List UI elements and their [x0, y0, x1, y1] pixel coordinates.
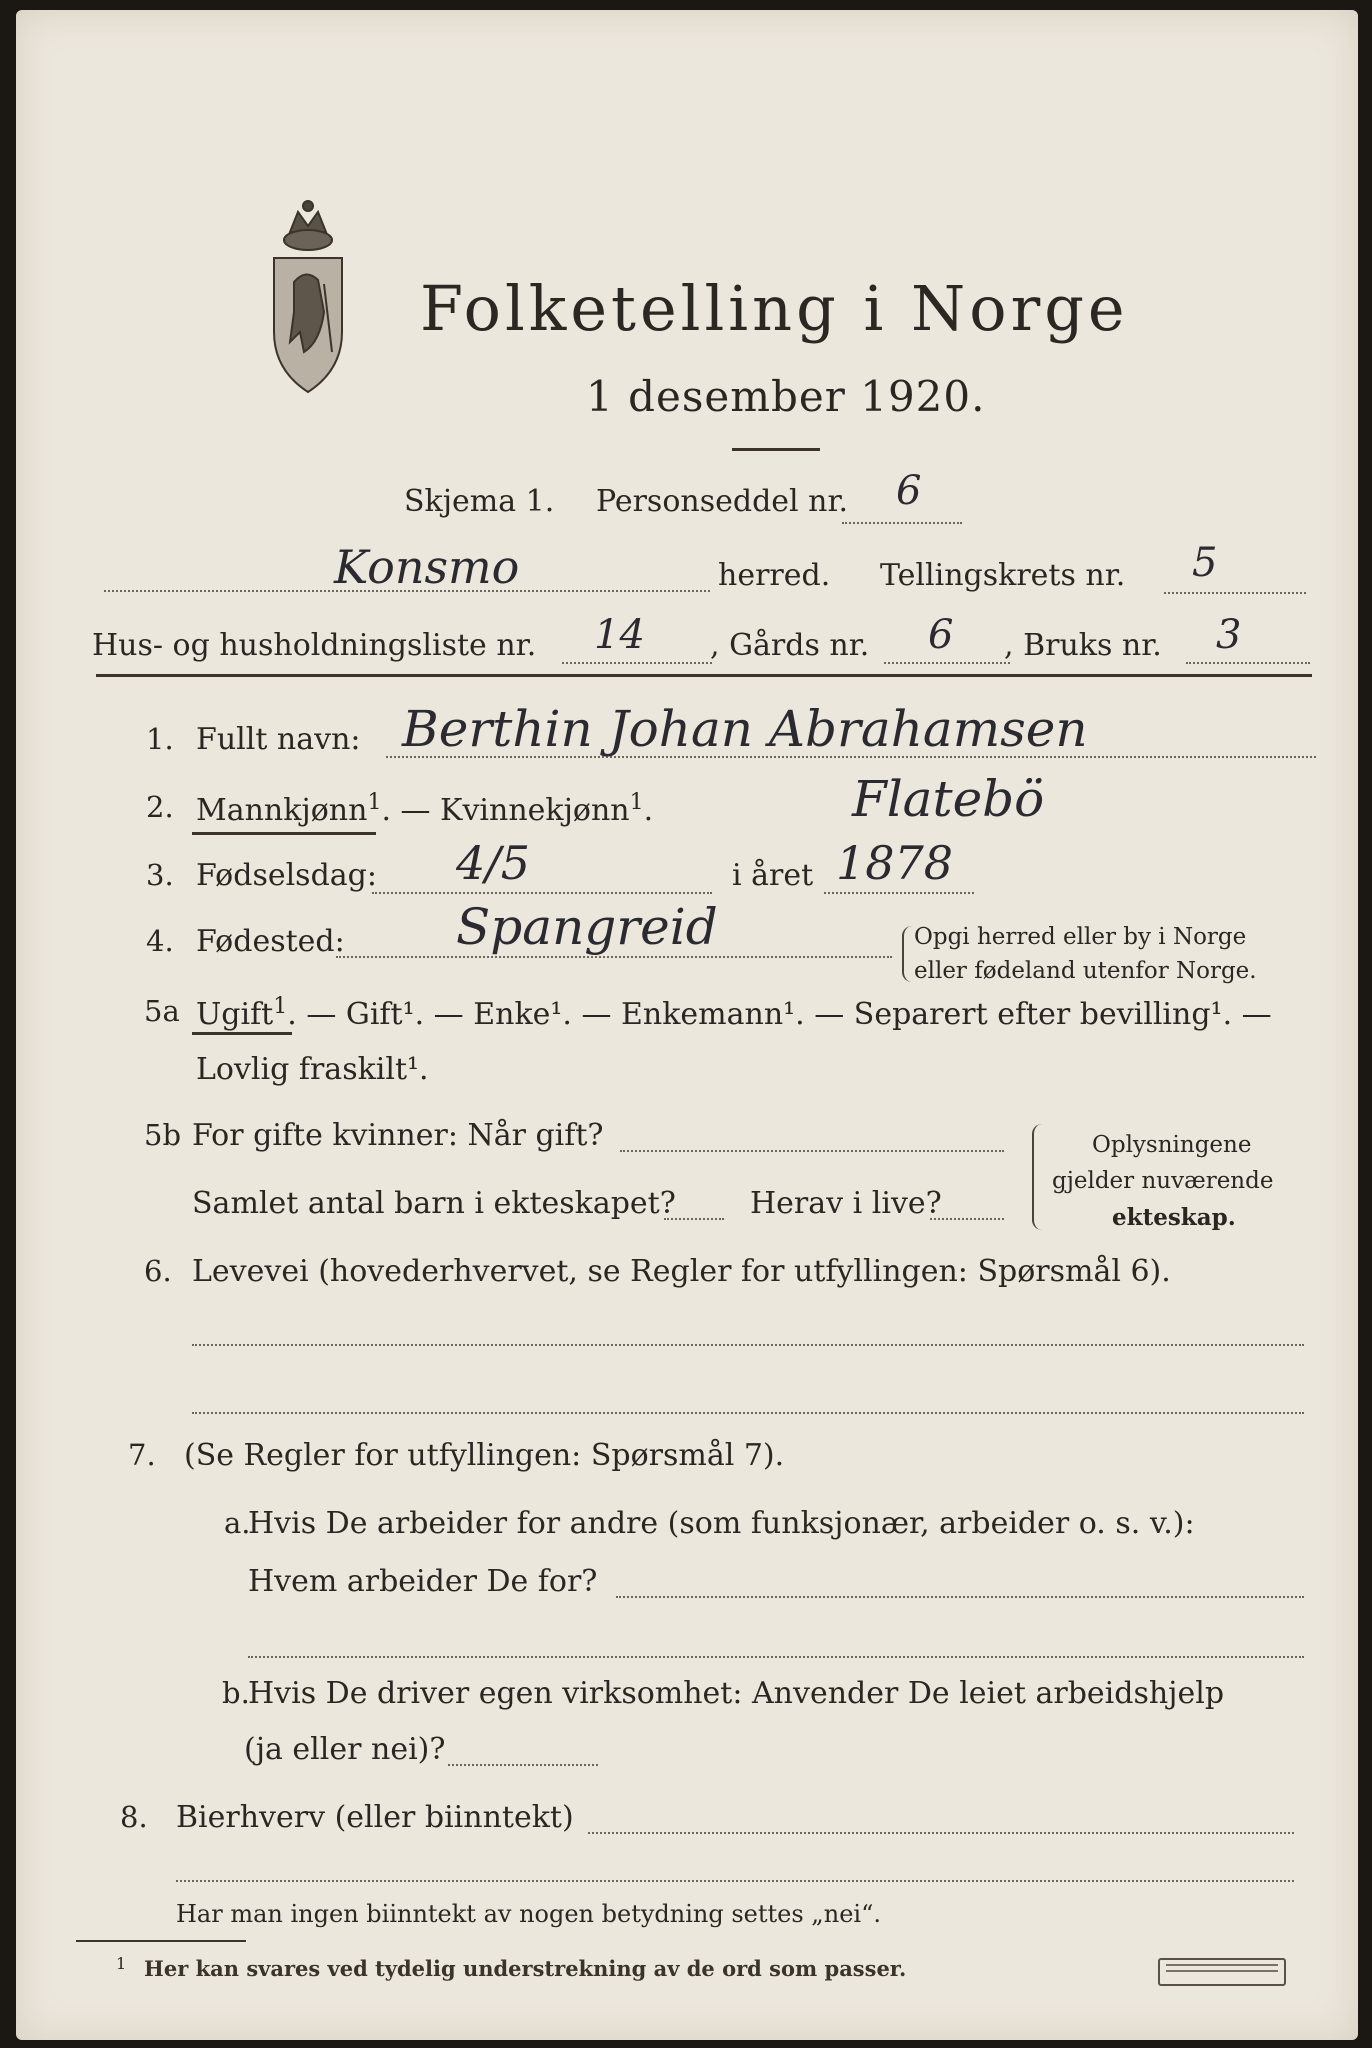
q2-female-option: . — Kvinnekjønn: [381, 793, 630, 828]
norwegian-coat-of-arms-icon: [260, 192, 356, 402]
bruks-label: , Bruks nr.: [1004, 628, 1162, 663]
personseddel-label: Personseddel nr.: [596, 484, 849, 519]
title-divider: [732, 448, 820, 451]
hus-label: Hus- og husholdningsliste nr.: [92, 628, 537, 663]
q5a-options: Ugift$^1$. — Gift¹. — Enke¹. — Enkemann¹. — Separert efter bevilling¹. —: [196, 994, 1272, 1032]
q2-footnote-mark: 1: [367, 790, 382, 815]
q1-value: Berthin Johan Abrahamsen: [402, 700, 1088, 758]
q3-year-value: 1878: [836, 836, 954, 890]
q3-year-field-line: [824, 892, 974, 894]
gards-field-line: [884, 662, 1010, 664]
q4-note-brace: [902, 926, 912, 982]
q2-end: .: [643, 793, 654, 828]
q4-number: 4.: [146, 924, 174, 958]
q7a-field-line-2: [248, 1656, 1304, 1658]
herred-label: herred.: [718, 558, 831, 593]
census-date: 1 desember 1920.: [586, 372, 986, 421]
q4-field-line: [336, 956, 892, 958]
footnote-rule: [76, 1940, 246, 1942]
q6-field-line-2: [192, 1412, 1304, 1414]
q5b-number: 5b: [144, 1118, 182, 1152]
tellingskrets-label: Tellingskrets nr.: [880, 558, 1126, 593]
q5b-note-line3: ekteskap.: [1112, 1204, 1236, 1231]
personseddel-value: 6: [896, 468, 922, 514]
hus-field-line: [562, 662, 712, 664]
q7a-line1: Hvis De arbeider for andre (som funksjonær, arbeider o. s. v.):: [248, 1506, 1195, 1541]
q7-number: 7.: [128, 1438, 156, 1472]
q4-note-line2: eller fødeland utenfor Norge.: [914, 958, 1257, 984]
q7b-line2: (ja eller nei)?: [244, 1732, 446, 1767]
q4-note-line1: Opgi herred eller by i Norge: [914, 924, 1247, 950]
personseddel-field-line: [842, 522, 962, 524]
q7b-line1: Hvis De driver egen virksomhet: Anvender De leiet arbeidshjelp: [248, 1676, 1225, 1711]
q8-label: Bierhverv (eller biinntekt): [176, 1800, 574, 1835]
herred-value: Konsmo: [334, 540, 520, 594]
footnote-mark: 1: [116, 1954, 127, 1973]
q8-field-line-1: [588, 1832, 1294, 1834]
q3-number: 3.: [146, 858, 174, 892]
q6-field-line-1: [192, 1344, 1304, 1346]
q4-value: Spangreid: [456, 898, 718, 956]
q3-year-label: i året: [732, 858, 814, 893]
q2-number: 2.: [146, 790, 174, 824]
bruks-field-line: [1186, 662, 1310, 664]
q5b-line2a: Samlet antal barn i ekteskapet?: [192, 1186, 676, 1221]
q5b-alive-field-line: [930, 1218, 1004, 1220]
q1-number: 1.: [146, 722, 174, 756]
q8-field-line-2: [176, 1880, 1294, 1882]
skjema-label: Skjema 1.: [404, 484, 555, 519]
tellingskrets-field-line: [1164, 592, 1306, 594]
q5b-married-field-line: [620, 1150, 1004, 1152]
bruks-value: 3: [1216, 612, 1242, 658]
q8-note: Har man ingen biinntekt av nogen betydning settes „nei“.: [176, 1900, 881, 1928]
q3-label: Fødselsdag:: [196, 858, 377, 893]
q5a-number: 5a: [144, 994, 180, 1028]
q5a-line2: Lovlig fraskilt¹.: [196, 1052, 429, 1087]
q2-extra-value: Flatebö: [852, 770, 1045, 828]
q7a-line2: Hvem arbeider De for?: [248, 1564, 598, 1599]
q7-label: (Se Regler for utfyllingen: Spørsmål 7).: [184, 1438, 785, 1473]
q5b-line1: For gifte kvinner: Når gift?: [192, 1118, 604, 1153]
q6-label: Levevei (hovederhvervet, se Regler for utfyllingen: Spørsmål 6).: [192, 1254, 1171, 1289]
q2-footnote-mark-2: 1: [629, 790, 644, 815]
footnote-text: Her kan svares ved tydelig understrekning av de ord som passer.: [144, 1956, 907, 1981]
printer-stamp-icon: [1158, 1958, 1286, 1986]
q8-number: 8.: [120, 1800, 148, 1834]
q2-options: [196, 790, 653, 828]
q5a-ugift-underline: [192, 1032, 292, 1035]
hus-value: 14: [594, 612, 645, 658]
q6-number: 6.: [144, 1254, 172, 1288]
q7a-number: a.: [224, 1506, 251, 1540]
q5b-children-field-line: [664, 1218, 724, 1220]
q1-label: Fullt navn:: [196, 722, 361, 757]
q5b-note-line1: Oplysningene: [1092, 1132, 1252, 1158]
q5a-other-options: — Gift¹. — Enke¹. — Enkemann¹. — Separert efter bevilling¹. —: [306, 997, 1272, 1032]
gards-value: 6: [928, 612, 954, 658]
q4-label: Fødested:: [196, 924, 345, 959]
q5b-note-line2: gjelder nuværende: [1052, 1168, 1274, 1194]
q5b-line2b: Herav i live?: [750, 1186, 942, 1221]
q2-male-option: Mannkjønn: [196, 793, 368, 828]
q7b-field-line: [448, 1764, 598, 1766]
q7a-field-line-1: [616, 1596, 1304, 1598]
q5b-note-brace: [1032, 1124, 1044, 1230]
header-separator: [96, 674, 1312, 677]
q7b-number: b.: [222, 1676, 250, 1710]
q3-field-line: [372, 892, 712, 894]
census-form-page: [16, 10, 1358, 2040]
tellingskrets-value: 5: [1192, 540, 1218, 586]
q5a-unmarried-option: Ugift: [196, 997, 274, 1032]
page-title: Folketelling i Norge: [420, 272, 1129, 345]
q3-value: 4/5: [456, 836, 531, 890]
gards-label: , Gårds nr.: [710, 628, 870, 663]
q2-male-underline: [192, 832, 376, 835]
